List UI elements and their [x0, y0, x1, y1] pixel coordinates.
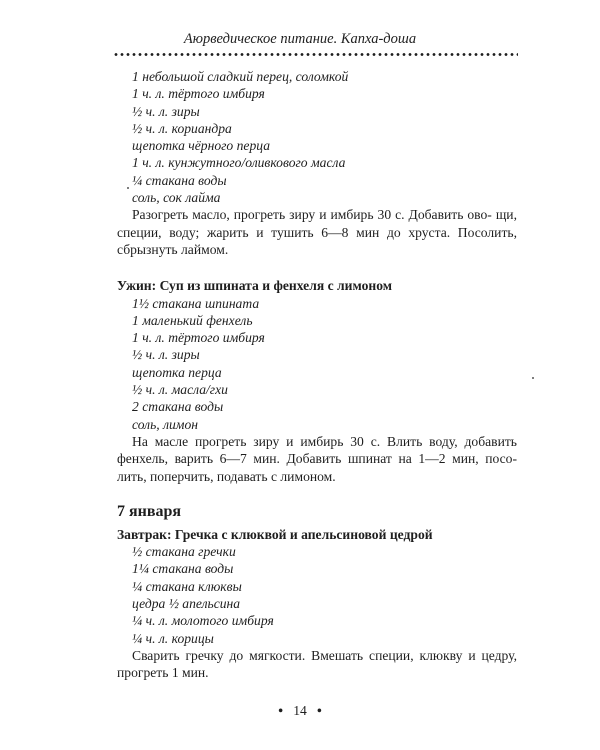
instruction-line: На масле прогреть зиру и имбирь 30 с. Влить воду, добавить: [132, 433, 517, 449]
instruction-line: сбрызнуть лаймом.: [117, 241, 229, 257]
ingredient-line: 1 небольшой сладкий перец, соломкой: [132, 69, 349, 84]
ingredient-line: 1 ч. л. тёртого имбиря: [132, 330, 265, 346]
instruction-line: фенхель, варить 6—7 мин. Добавить шпинат на 1—2 мин, посо-: [117, 451, 517, 467]
ingredient-line: щепотка перца: [132, 364, 222, 380]
section-gap: [117, 258, 517, 277]
dinner-instructions: [117, 433, 517, 485]
instruction-line: щи, специи, воду; жарить и тушить 6—8 мин до хруста. Посолить,: [117, 207, 517, 240]
footer-ornament-right: •: [317, 703, 322, 718]
page-number: 14: [293, 703, 307, 718]
ingredient-line: соль, сок лайма: [132, 190, 221, 206]
ingredient-line: 1 ч. л. тёртого имбиря: [132, 86, 265, 102]
day-heading: 7 января: [117, 502, 182, 520]
ingredient-line: 1 ч. л. кунжутного/оливкового масла: [132, 155, 346, 171]
ingredient-line: 1¼ стакана воды: [132, 561, 234, 577]
footer-ornament-left: •: [278, 703, 283, 718]
page-content: [117, 68, 517, 682]
ingredient-line: ½ ч. л. зиры: [132, 347, 200, 363]
ingredient-line: щепотка чёрного перца: [132, 138, 271, 154]
breakfast-title: Завтрак: Гречка с клюквой и апельсиновой цедрой: [117, 526, 433, 542]
ingredient-line: ½ ч. л. кориандра: [132, 120, 232, 136]
page-footer: [0, 703, 600, 719]
ingredient-line: ¼ стакана клюквы: [132, 578, 242, 594]
ingredient-line: ¼ стакана воды: [132, 172, 227, 188]
dinner-title: Ужин: Суп из шпината и фенхеля с лимоном: [117, 278, 392, 294]
ingredient-line: ¼ ч. л. корицы: [132, 630, 214, 646]
instruction-line: прогреть 1 мин.: [117, 665, 209, 681]
ingredient-line: ½ ч. л. зиры: [132, 103, 200, 119]
ingredient-line: 1 маленький фенхель: [132, 312, 253, 328]
ingredient-line: соль, лимон: [132, 416, 199, 432]
dinner-ingredients: [117, 295, 517, 433]
header-dotted-rule: [113, 53, 518, 56]
section-gap: [117, 485, 517, 502]
top-recipe-ingredients: [117, 68, 517, 206]
running-header: Аюрведическое питание. Капха-доша: [183, 31, 417, 47]
ingredient-line: 1½ стакана шпината: [132, 295, 260, 311]
scan-speck: [127, 187, 129, 189]
breakfast-ingredients: [117, 543, 517, 647]
ingredient-line: цедра ½ апельсина: [132, 596, 241, 612]
instruction-line: лить, поперчить, подавать с лимоном.: [117, 468, 336, 484]
instruction-line: Разогреть масло, прогреть зиру и имбирь 30 с. Добавить ово-: [132, 207, 492, 223]
breakfast-instructions: [117, 647, 517, 682]
ingredient-line: ½ стакана гречки: [132, 544, 236, 560]
top-recipe-instructions: [117, 206, 517, 258]
scan-speck: [532, 377, 534, 379]
ingredient-line: 2 стакана воды: [132, 399, 224, 415]
instruction-line: Сварить гречку до мягкости. Вмешать специи, клюкву и цедру,: [132, 647, 517, 663]
ingredient-line: ¼ ч. л. молотого имбиря: [132, 613, 274, 629]
ingredient-line: ½ ч. л. масла/гхи: [132, 382, 228, 398]
